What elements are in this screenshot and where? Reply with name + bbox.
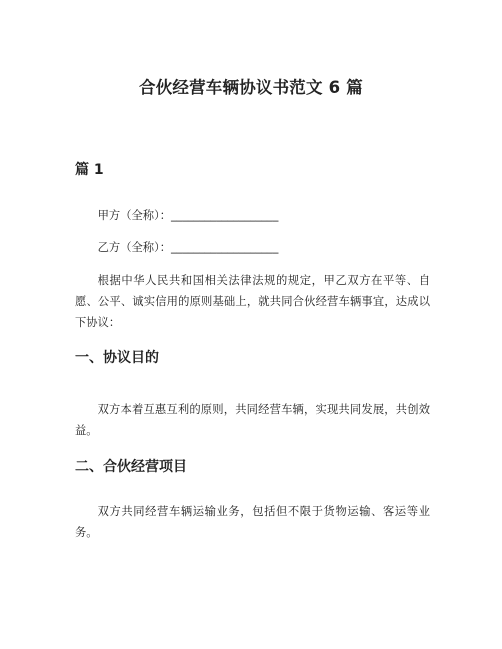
section-heading-purpose: 一、协议目的 [75,350,159,366]
section-heading-project: 二、合伙经营项目 [75,459,187,475]
document-title: 合伙经营车辆协议书范文 6 篇 [139,78,363,97]
party-b-line: 乙方（全称）：___________________ [97,241,279,254]
party-a-line: 甲方（全称）：___________________ [97,209,279,222]
section-body-project: 双方共同经营车辆运输业务，包括但不限于货物运输、客运等业务。 [75,505,430,539]
section-body-purpose: 双方本着互惠互利的原则，共同经营车辆，实现共同发展，共创效益。 [75,403,430,437]
intro-paragraph: 根据中华人民共和国相关法律法规的规定，甲乙双方在平等、自愿、公平、诚实信用的原则基础上，就共同合伙经营车辆事宜，达成以下协议： [75,274,430,329]
article-heading: 篇 1 [75,162,104,178]
